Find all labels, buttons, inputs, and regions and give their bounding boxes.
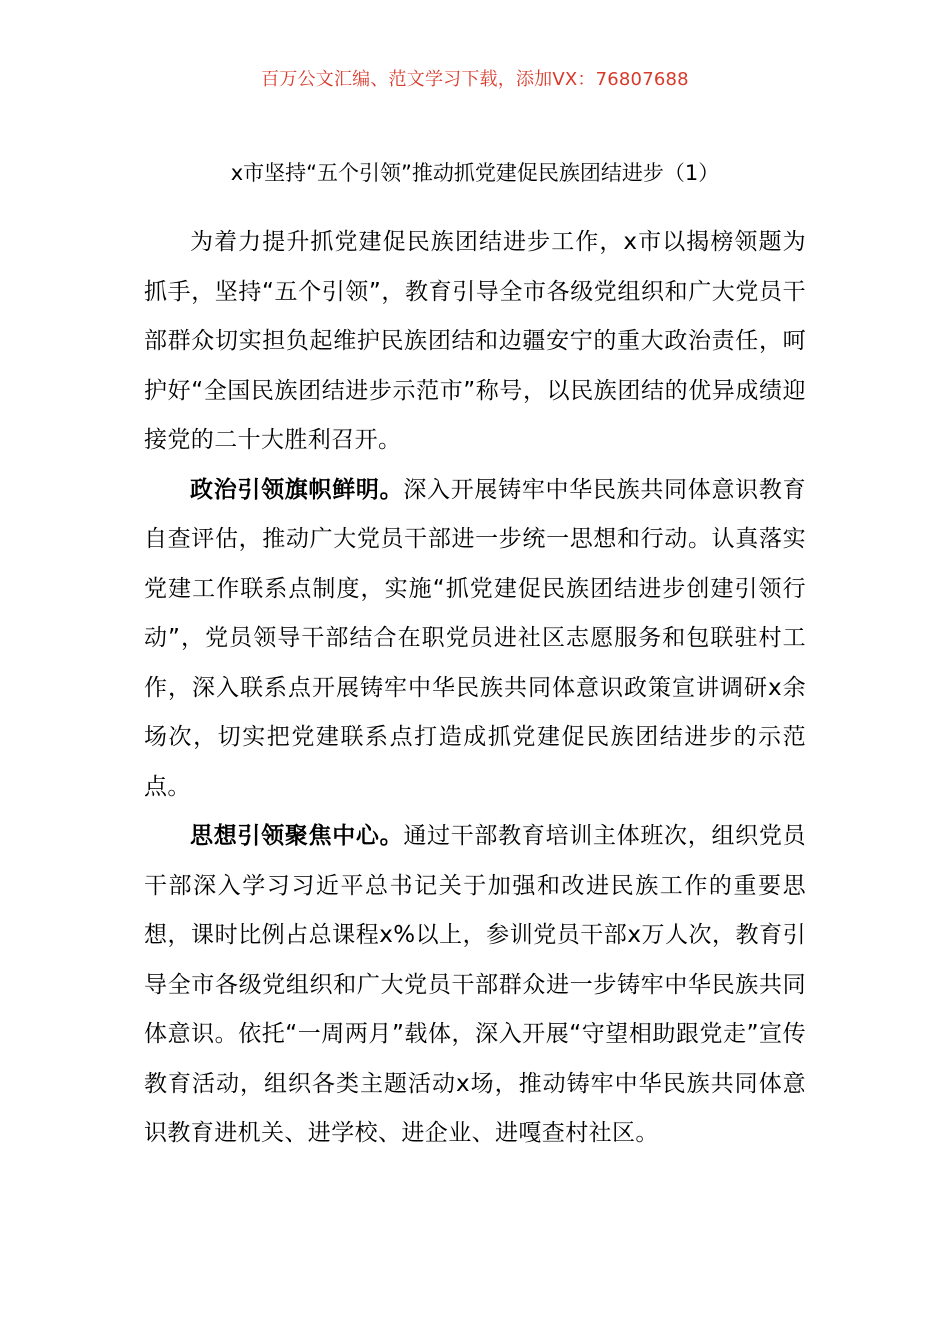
paragraph-political-leadership [144,466,806,813]
document-title: x市坚持“五个引领”推动抓党建促民族团结进步（1） [230,161,720,185]
document-body [144,218,806,1159]
section-heading: 思想引领聚焦中心。 [190,823,404,849]
watermark-header: 百万公文汇编、范文学习下载，添加VX：76807688 [261,69,689,90]
paragraph-text: 为着力提升抓党建促民族团结进步工作，x市以揭榜领题为抓手，坚持“五个引领”，教育引导全市各级党组织和广大党员干部群众切实担负起维护民族团结和边疆安宁的重大政治责任，呵护好“全国民族团结进步示范市”称号，以民族团结的优异成绩迎接党的二十大胜利召开。 [144,229,806,453]
section-heading: 政治引领旗帜鲜明。 [190,476,404,503]
paragraph-ideological-leadership [144,812,806,1159]
paragraph-text: 深入开展铸牢中华民族共同体意识教育自查评估，推动广大党员干部进一步统一思想和行动。认真落实党建工作联系点制度，实施“抓党建促民族团结进步创建引领行动”，党员领导干部结合在职党员进社区志愿服务和包联驻村工作，深入联系点开展铸牢中华民族共同体意识政策宣讲调研x余场次，切实把党建联系点打造成抓党建促民族团结进步的示范点。 [144,476,806,800]
paragraph-intro [144,218,806,466]
paragraph-text: 通过干部教育培训主体班次，组织党员干部深入学习习近平总书记关于加强和改进民族工作的重要思想，课时比例占总课程x%以上，参训党员干部x万人次，教育引导全市各级党组织和广大党员干部群众进一步铸牢中华民族共同体意识。依托“一周两月”载体，深入开展“守望相助跟党走”宣传教育活动，组织各类主题活动x场，推动铸牢中华民族共同体意识教育进机关、进学校、进企业、进嘎查村社区。 [144,823,806,1146]
